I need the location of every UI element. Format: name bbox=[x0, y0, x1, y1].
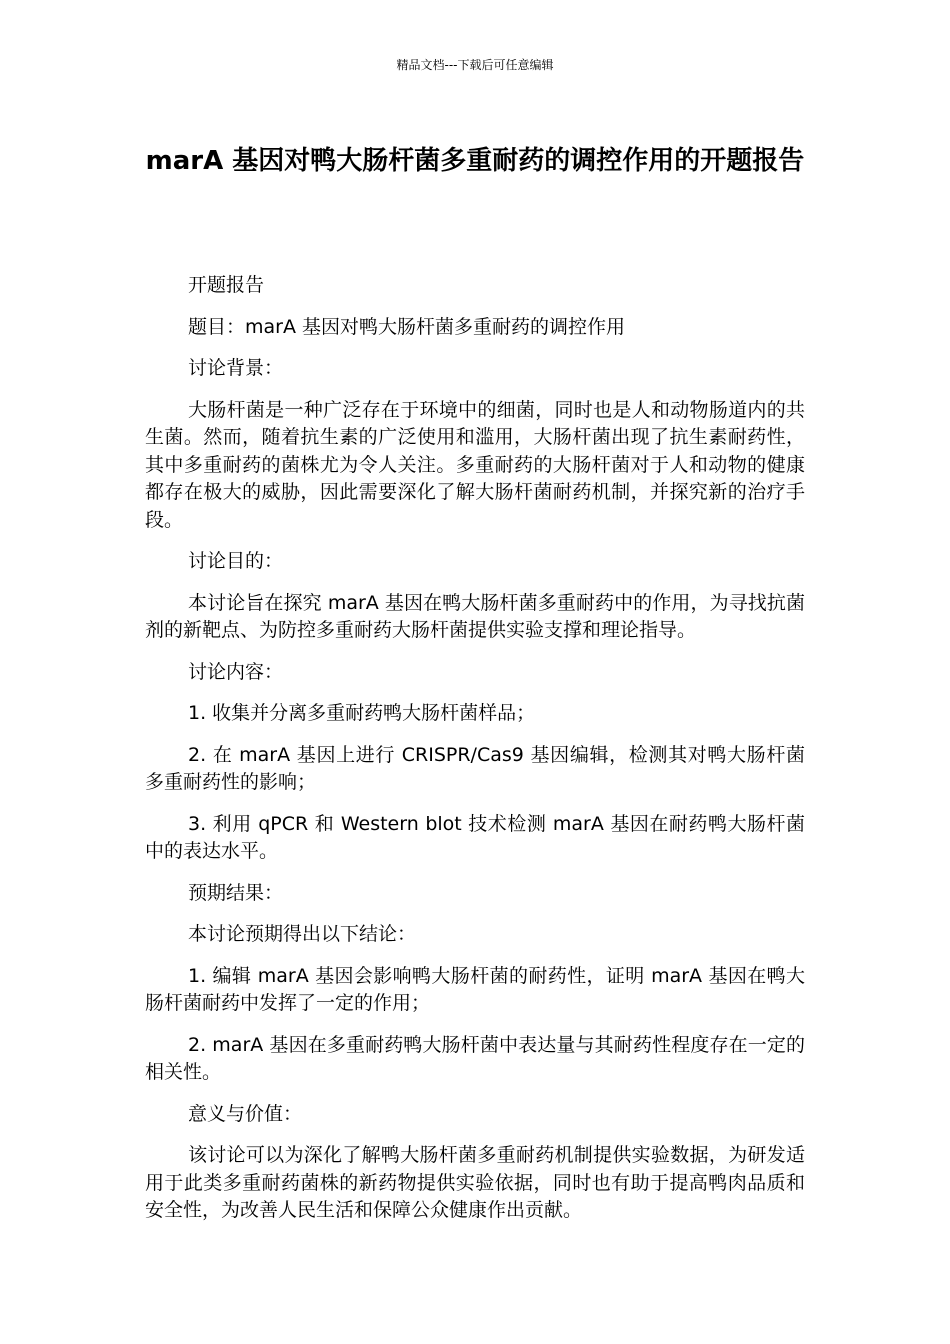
expected-intro: 本讨论预期得出以下结论： bbox=[188, 923, 417, 945]
section-label-report: 开题报告 bbox=[188, 274, 265, 296]
background-paragraph: 大肠杆菌是一种广泛存在于环境中的细菌，同时也是人和动物肠道内的共生菌。然而，随着抗生素的广泛使用和滥用，大肠杆菌出现了抗生素耐药性，其中多重耐药的菌株尤为令人关注。多重耐药的大肠杆菌对于人和动物的健康都存在极大的威胁，因此需要深化了解大肠杆菌耐药机制，并探究新的治疗手段。 bbox=[145, 398, 805, 531]
significance-paragraph: 该讨论可以为深化了解鸭大肠杆菌多重耐药机制提供实验数据，为研发适用于此类多重耐药菌株的新药物提供实验依据，同时也有助于提高鸭肉品质和安全性，为改善人民生活和保障公众健康作出贡献。 bbox=[145, 1144, 805, 1221]
content-item-1: 1. 收集并分离多重耐药鸭大肠杆菌样品； bbox=[188, 702, 536, 724]
content-item-2: 2. 在 marA 基因上进行 CRISPR/Cas9 基因编辑，检测其对鸭大肠杆菌多重耐药性的影响； bbox=[145, 743, 805, 793]
document-title: marA 基因对鸭大肠杆菌多重耐药的调控作用的开题报告 bbox=[145, 146, 805, 176]
document-body bbox=[145, 272, 805, 1239]
heading-background: 讨论背景： bbox=[188, 357, 284, 379]
heading-content: 讨论内容： bbox=[188, 660, 284, 683]
heading-purpose: 讨论目的： bbox=[188, 550, 284, 572]
expected-item-2: 2. marA 基因在多重耐药鸭大肠杆菌中表达量与其耐药性程度存在一定的相关性。 bbox=[145, 1033, 805, 1083]
heading-significance: 意义与价值： bbox=[188, 1102, 303, 1125]
heading-expected-results: 预期结果： bbox=[188, 881, 284, 904]
expected-item-1: 1. 编辑 marA 基因会影响鸭大肠杆菌的耐药性，证明 marA 基因在鸭大肠杆菌耐药中发挥了一定的作用； bbox=[145, 964, 805, 1014]
content-item-3: 3. 利用 qPCR 和 Western blot 技术检测 marA 基因在耐药鸭大肠杆菌中的表达水平。 bbox=[145, 812, 805, 862]
topic-line: 题目：marA 基因对鸭大肠杆菌多重耐药的调控作用 bbox=[188, 315, 626, 338]
page-header-watermark: 精品文档---下载后可任意编辑 bbox=[396, 58, 554, 72]
purpose-paragraph: 本讨论旨在探究 marA 基因在鸭大肠杆菌多重耐药中的作用，为寻找抗菌剂的新靶点、为防控多重耐药大肠杆菌提供实验支撑和理论指导。 bbox=[145, 591, 805, 641]
